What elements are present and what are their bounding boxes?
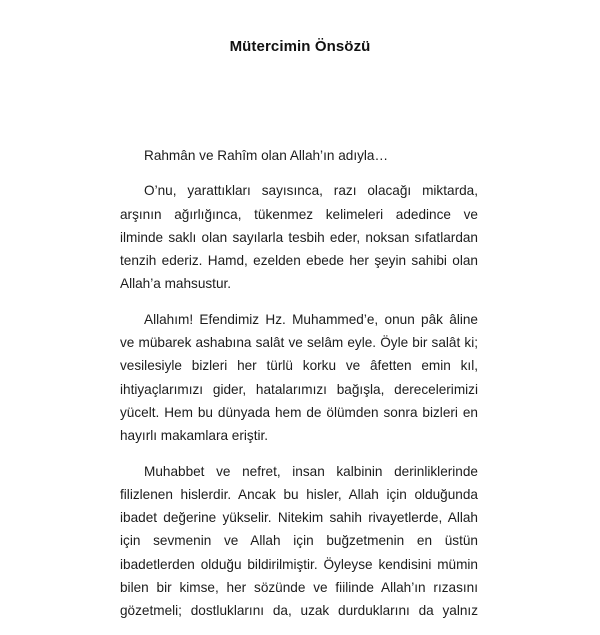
paragraph-2: O’nu, yarattıkları sayısınca, razı olacağı miktarda, arşının ağırlığınca, tükenmez kelimeleri adedince ve ilminde saklı olan sayılarla tesbih eder, noksan sıfatlardan tenzih ederiz. Hamd, ezelden ebede her şeyin sahibi olan Allah’a mahsustur. xyxy=(120,183,478,292)
body-text xyxy=(120,144,478,635)
page-title: Mütercimin Önsözü xyxy=(229,38,371,55)
paragraph-1: Rahmân ve Rahîm olan Allah’ın adıyla… xyxy=(144,148,389,163)
paragraph-3: Allahım! Efendimiz Hz. Muhammed’e, onun pâk âline ve mübarek ashabına salât ve selâm eyle. Öyle bir salât ki; vesilesiyle bizleri her türlü korku ve âfetten emin kıl, ihtiyaçlarımızı gider, hatalarımızı bağışla, derecelerimizi yücelt. Hem bu dünyada hem de ölümden sonra bizleri en hayırlı makamlara eriştir. xyxy=(120,311,478,444)
paragraph-4: Muhabbet ve nefret, insan kalbinin derinliklerinde filizlenen hislerdir. Ancak bu hisler, Allah için olduğunda ibadet değerine yükselir. Nitekim sahih rivayetlerde, Allah için sevmenin ve Allah için buğzetmenin en üstün ibadetlerden olduğu bildirilmiştir. Öyleyse kendisini mümin bilen bir kimse, her sözünde ve fiilinde Allah’ın rızasını gözetmeli; dostluklarını da, uzak durduklarını da yalnız xyxy=(120,463,478,619)
